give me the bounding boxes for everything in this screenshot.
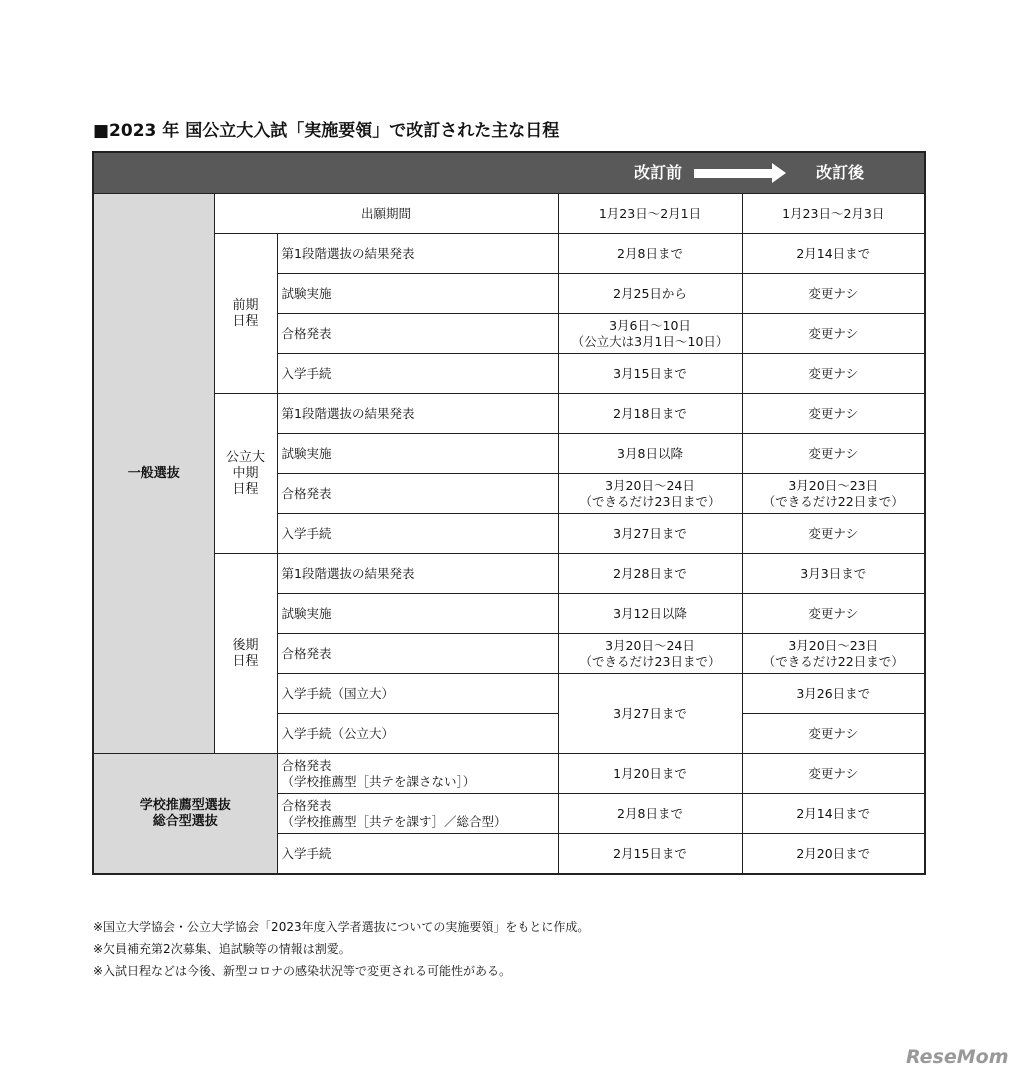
- resemom-logo: ReseMom: [906, 1046, 1009, 1068]
- before-value-line: 2月15日まで: [613, 845, 687, 861]
- group-recommend: [93, 754, 277, 875]
- before-value-line: 1月20日まで: [613, 765, 687, 781]
- before-value-line: （できるだけ23日まで）: [579, 653, 721, 669]
- item-label: [277, 314, 558, 354]
- after-value: [742, 634, 925, 674]
- item-label: [277, 674, 558, 714]
- table-row: [93, 554, 925, 594]
- after-value-line: （できるだけ22日まで）: [762, 653, 904, 669]
- item-label-line: 合格発表: [281, 645, 332, 661]
- item-label-line: 合格発表: [281, 325, 332, 341]
- before-value: [558, 394, 742, 434]
- item-label-line: 合格発表: [281, 485, 332, 501]
- table-row: [93, 234, 925, 274]
- before-value-line: 3月20日～24日: [605, 477, 695, 493]
- page-title: ■2023 年 国公立大入試「実施要領」で改訂された主な日程: [93, 121, 560, 141]
- item-label-line: （学校推薦型［共テを課す］／総合型）: [281, 813, 507, 829]
- table-row: [93, 194, 925, 234]
- after-value-line: 変更ナシ: [808, 285, 859, 301]
- after-value: [742, 354, 925, 394]
- subgroup-chuki-line: 日程: [232, 481, 259, 497]
- item-label: [277, 594, 558, 634]
- item-label: [277, 234, 558, 274]
- before-value-line: 2月25日から: [613, 285, 687, 301]
- group-general: [93, 194, 214, 754]
- item-label: [277, 754, 558, 794]
- before-value-line: 3月15日まで: [613, 365, 687, 381]
- item-label-line: 入学手続（国立大）: [281, 685, 395, 701]
- before-value-line: 2月28日まで: [613, 565, 687, 581]
- note: ※欠員補充第2次募集、追試験等の情報は割愛。: [93, 942, 351, 956]
- after-value-line: 変更ナシ: [808, 725, 859, 741]
- after-value: [742, 794, 925, 834]
- schedule-table: [92, 151, 926, 875]
- after-value-line: 変更ナシ: [808, 605, 859, 621]
- after-value: [742, 194, 925, 234]
- item-label-line: 第1段階選抜の結果発表: [281, 565, 415, 581]
- notes: [93, 916, 589, 982]
- item-label-line: 試験実施: [281, 285, 332, 301]
- subgroup-koki: [214, 554, 277, 754]
- after-value-line: 変更ナシ: [808, 405, 859, 421]
- after-value-line: 3月20日～23日: [788, 477, 879, 493]
- after-value-line: 変更ナシ: [808, 765, 859, 781]
- before-value: [558, 514, 742, 554]
- item-label: [277, 434, 558, 474]
- before-value-line: 2月18日まで: [613, 405, 687, 421]
- before-value: [558, 834, 742, 875]
- table-row: [93, 754, 925, 794]
- before-value-line: 2月8日まで: [617, 245, 683, 261]
- before-value-line: 3月8日以降: [617, 445, 683, 461]
- after-value: [742, 434, 925, 474]
- before-value: [558, 634, 742, 674]
- after-value: [742, 394, 925, 434]
- item-label-line: 試験実施: [281, 605, 332, 621]
- after-value-line: 変更ナシ: [808, 525, 859, 541]
- before-value-line: 3月27日まで: [613, 525, 687, 541]
- item-label: [277, 474, 558, 514]
- item-label: [277, 714, 558, 754]
- item-label-line: 入学手続（公立大）: [281, 725, 395, 741]
- item-label-line: 入学手続: [281, 845, 332, 861]
- arrow-right-icon: [694, 163, 786, 183]
- subgroup-chuki: [214, 394, 277, 554]
- after-value: [742, 234, 925, 274]
- item-label-line: （学校推薦型［共テを課さない］）: [281, 773, 476, 789]
- subgroup-chuki-line: 中期: [232, 465, 259, 481]
- item-label-line: 合格発表: [281, 797, 332, 813]
- item-label: [277, 354, 558, 394]
- after-value-line: 2月14日まで: [796, 245, 871, 261]
- item-label-line: 第1段階選抜の結果発表: [281, 245, 415, 261]
- after-value: [742, 554, 925, 594]
- after-value: [742, 314, 925, 354]
- item-label: 出願期間: [214, 194, 558, 234]
- before-value: [558, 434, 742, 474]
- before-value: [558, 674, 742, 754]
- item-label-line: 第1段階選抜の結果発表: [281, 405, 415, 421]
- after-value-line: 3月20日～23日: [788, 637, 879, 653]
- before-value-line: （できるだけ23日まで）: [579, 493, 721, 509]
- after-value-line: 1月23日～2月3日: [782, 205, 885, 221]
- before-value: [558, 474, 742, 514]
- after-value: [742, 674, 925, 714]
- item-label: [277, 554, 558, 594]
- note: ※入試日程などは今後、新型コロナの感染状況等で変更される可能性がある。: [93, 964, 512, 978]
- header-before: 改訂前: [633, 163, 682, 182]
- before-value-line: 3月27日まで: [613, 705, 687, 721]
- item-label: [277, 794, 558, 834]
- before-value: [558, 194, 742, 234]
- item-label: [277, 834, 558, 875]
- subgroup-zenki-line: 日程: [232, 313, 259, 329]
- before-value-line: 3月6日～10日: [609, 317, 691, 333]
- item-label: [277, 274, 558, 314]
- before-value: [558, 314, 742, 354]
- after-value: [742, 594, 925, 634]
- item-label: [277, 394, 558, 434]
- after-value: [742, 714, 925, 754]
- after-value-line: 3月26日まで: [796, 685, 871, 701]
- item-label-line: 入学手続: [281, 365, 332, 381]
- before-value-line: 3月20日～24日: [605, 637, 695, 653]
- subgroup-zenki: [214, 234, 277, 394]
- item-label: [277, 514, 558, 554]
- before-value: [558, 354, 742, 394]
- before-value-line: 3月12日以降: [613, 605, 687, 621]
- after-value-line: 3月3日まで: [800, 565, 867, 581]
- header-row: [93, 152, 925, 194]
- item-label: [277, 634, 558, 674]
- note: ※国立大学協会・公立大学協会「2023年度入学者選抜についての実施要領」をもとに作成。: [93, 920, 590, 934]
- after-value-line: 2月14日まで: [796, 805, 871, 821]
- after-value-line: 変更ナシ: [808, 365, 859, 381]
- subgroup-chuki-line: 公立大: [225, 449, 265, 465]
- before-value: [558, 794, 742, 834]
- after-value-line: 変更ナシ: [808, 325, 859, 341]
- item-label-line: 入学手続: [281, 525, 332, 541]
- after-value: [742, 834, 925, 875]
- after-value: [742, 754, 925, 794]
- after-value: [742, 514, 925, 554]
- before-value: [558, 594, 742, 634]
- group-general-line: 一般選抜: [127, 465, 180, 481]
- before-value-line: （公立大は3月1日～10日）: [571, 333, 729, 349]
- after-value-line: 変更ナシ: [808, 445, 859, 461]
- subgroup-koki-line: 日程: [232, 653, 259, 669]
- header-after: 改訂後: [815, 163, 864, 182]
- table-row: [93, 394, 925, 434]
- after-value: [742, 474, 925, 514]
- item-label-line: 試験実施: [281, 445, 332, 461]
- before-value-line: 2月8日まで: [617, 805, 683, 821]
- before-value-line: 1月23日～2月1日: [598, 205, 702, 221]
- after-value-line: （できるだけ22日まで）: [762, 493, 904, 509]
- subgroup-koki-line: 後期: [232, 637, 259, 653]
- group-recommend-line: 総合型選抜: [152, 813, 218, 829]
- subgroup-zenki-line: 前期: [232, 297, 259, 313]
- item-label-line: 合格発表: [281, 757, 332, 773]
- after-value-line: 2月20日まで: [796, 845, 871, 861]
- before-value: [558, 754, 742, 794]
- before-value: [558, 234, 742, 274]
- after-value: [742, 274, 925, 314]
- before-value: [558, 274, 742, 314]
- before-value: [558, 554, 742, 594]
- group-recommend-line: 学校推薦型選抜: [139, 797, 231, 813]
